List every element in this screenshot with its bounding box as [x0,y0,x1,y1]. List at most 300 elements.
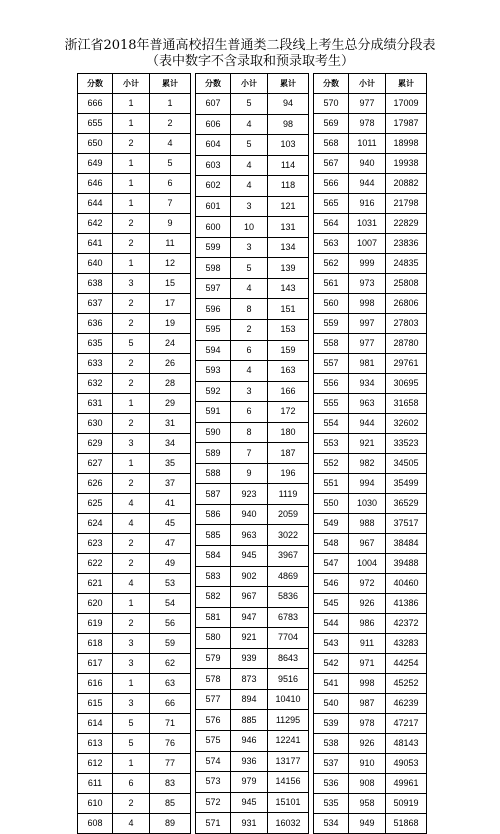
cell-cumulative: 94 [268,94,309,115]
cell-subtotal: 946 [231,730,268,751]
header-score: 分数 [196,74,231,94]
cell-subtotal: 977 [349,94,386,114]
cell-score: 636 [78,314,113,334]
cell-cumulative: 187 [268,443,309,464]
cell-cumulative: 46239 [386,694,427,714]
cell-score: 558 [314,334,349,354]
cell-subtotal: 8 [231,299,268,320]
cell-cumulative: 45252 [386,674,427,694]
table-row [196,607,309,628]
table-row [196,196,309,217]
cell-score: 559 [314,314,349,334]
cell-cumulative: 9516 [268,669,309,690]
cell-subtotal: 3 [113,654,150,674]
cell-cumulative: 37 [150,474,191,494]
cell-cumulative: 35499 [386,474,427,494]
cell-score: 584 [196,546,231,567]
cell-score: 641 [78,234,113,254]
cell-subtotal: 967 [231,587,268,608]
table-row [314,654,427,674]
cell-cumulative: 53 [150,574,191,594]
cell-cumulative: 28780 [386,334,427,354]
table-row [314,634,427,654]
cell-cumulative: 166 [268,381,309,402]
header-subtotal: 小计 [349,74,386,94]
table-row [78,314,191,334]
cell-subtotal: 2 [113,214,150,234]
cell-subtotal: 2 [113,234,150,254]
cell-score: 582 [196,587,231,608]
cell-subtotal: 981 [349,354,386,374]
cell-cumulative: 41386 [386,594,427,614]
table-row [78,574,191,594]
table-row [196,546,309,567]
cell-score: 577 [196,689,231,710]
table-row [78,494,191,514]
cell-score: 592 [196,381,231,402]
table-row [314,354,427,374]
cell-score: 542 [314,654,349,674]
score-table-1 [77,73,191,834]
cell-subtotal: 885 [231,710,268,731]
table-row [78,194,191,214]
cell-subtotal: 4 [113,814,150,834]
cell-cumulative: 34 [150,434,191,454]
cell-subtotal: 4 [113,574,150,594]
cell-subtotal: 1 [113,194,150,214]
cell-cumulative: 47217 [386,714,427,734]
cell-subtotal: 908 [349,774,386,794]
cell-score: 567 [314,154,349,174]
cell-subtotal: 1030 [349,494,386,514]
cell-subtotal: 1 [113,754,150,774]
cell-subtotal: 1007 [349,234,386,254]
cell-subtotal: 982 [349,454,386,474]
cell-score: 621 [78,574,113,594]
cell-subtotal: 971 [349,654,386,674]
cell-cumulative: 172 [268,402,309,423]
cell-subtotal: 945 [231,546,268,567]
table-row [196,504,309,525]
table-row [196,751,309,772]
table-row [78,174,191,194]
cell-score: 638 [78,274,113,294]
cell-score: 545 [314,594,349,614]
cell-subtotal: 894 [231,689,268,710]
table-row [314,214,427,234]
table-row [78,434,191,454]
cell-cumulative: 5 [150,154,191,174]
cell-score: 598 [196,258,231,279]
table-row [314,374,427,394]
cell-cumulative: 7704 [268,628,309,649]
cell-score: 578 [196,669,231,690]
cell-subtotal: 979 [231,772,268,793]
cell-score: 644 [78,194,113,214]
cell-subtotal: 873 [231,669,268,690]
cell-subtotal: 944 [349,414,386,434]
cell-score: 618 [78,634,113,654]
cell-score: 612 [78,754,113,774]
cell-subtotal: 3 [113,434,150,454]
table-row [78,394,191,414]
cell-cumulative: 71 [150,714,191,734]
cell-subtotal: 994 [349,474,386,494]
cell-cumulative: 14156 [268,772,309,793]
document-subtitle: （表中数字不含录取和预录取考生） [145,54,354,69]
cell-score: 566 [314,174,349,194]
cell-cumulative: 2 [150,114,191,134]
cell-subtotal: 967 [349,534,386,554]
cell-score: 536 [314,774,349,794]
cell-cumulative: 13177 [268,751,309,772]
cell-subtotal: 939 [231,648,268,669]
cell-cumulative: 36529 [386,494,427,514]
cell-subtotal: 5 [113,734,150,754]
cell-score: 601 [196,196,231,217]
cell-cumulative: 47 [150,534,191,554]
cell-subtotal: 910 [349,754,386,774]
cell-cumulative: 63 [150,674,191,694]
cell-cumulative: 89 [150,814,191,834]
cell-cumulative: 37517 [386,514,427,534]
cell-score: 553 [314,434,349,454]
cell-cumulative: 143 [268,278,309,299]
cell-subtotal: 2 [113,554,150,574]
cell-subtotal: 4 [231,176,268,197]
table-row [78,514,191,534]
cell-score: 595 [196,320,231,341]
cell-cumulative: 38484 [386,534,427,554]
table-row [196,422,309,443]
cell-subtotal: 999 [349,254,386,274]
cell-score: 556 [314,374,349,394]
table-row [314,774,427,794]
cell-subtotal: 6 [113,774,150,794]
cell-subtotal: 2 [113,794,150,814]
cell-subtotal: 997 [349,314,386,334]
table-row [196,669,309,690]
table-row [314,534,427,554]
cell-cumulative: 20882 [386,174,427,194]
cell-cumulative: 3967 [268,546,309,567]
cell-score: 590 [196,422,231,443]
cell-cumulative: 17009 [386,94,427,114]
cell-score: 575 [196,730,231,751]
table-row [314,494,427,514]
cell-score: 650 [78,134,113,154]
cell-subtotal: 2 [113,314,150,334]
table-header-row [314,74,427,94]
cell-score: 655 [78,114,113,134]
cell-cumulative: 24 [150,334,191,354]
cell-subtotal: 936 [231,751,268,772]
table-row [314,454,427,474]
cell-subtotal: 6 [231,402,268,423]
cell-score: 569 [314,114,349,134]
cell-score: 597 [196,278,231,299]
cell-score: 591 [196,402,231,423]
cell-subtotal: 1031 [349,214,386,234]
table-row [78,794,191,814]
cell-score: 593 [196,361,231,382]
score-tables [77,73,427,834]
table-row [314,794,427,814]
cell-score: 642 [78,214,113,234]
cell-subtotal: 977 [349,334,386,354]
table-row [314,814,427,834]
cell-subtotal: 931 [231,813,268,834]
header-score: 分数 [314,74,349,94]
cell-subtotal: 963 [349,394,386,414]
cell-cumulative: 1 [150,94,191,114]
cell-cumulative: 76 [150,734,191,754]
cell-score: 546 [314,574,349,594]
table-row [314,254,427,274]
cell-subtotal: 4 [113,494,150,514]
cell-score: 604 [196,135,231,156]
cell-score: 626 [78,474,113,494]
cell-score: 548 [314,534,349,554]
cell-cumulative: 15101 [268,792,309,813]
cell-subtotal: 1 [113,174,150,194]
header-cumulative: 累计 [268,74,309,94]
cell-score: 572 [196,792,231,813]
cell-score: 543 [314,634,349,654]
cell-cumulative: 15 [150,274,191,294]
table-row [196,566,309,587]
table-row [314,154,427,174]
cell-subtotal: 973 [349,274,386,294]
cell-cumulative: 114 [268,155,309,176]
cell-subtotal: 902 [231,566,268,587]
cell-subtotal: 10 [231,217,268,238]
header-subtotal: 小计 [113,74,150,94]
table-row [78,594,191,614]
cell-score: 635 [78,334,113,354]
table-row [314,434,427,454]
table-row [196,217,309,238]
table-row [314,134,427,154]
cell-subtotal: 1 [113,454,150,474]
cell-cumulative: 5836 [268,587,309,608]
cell-score: 599 [196,237,231,258]
table-row [78,234,191,254]
cell-score: 630 [78,414,113,434]
cell-cumulative: 139 [268,258,309,279]
table-row [314,414,427,434]
table-row [314,594,427,614]
cell-subtotal: 986 [349,614,386,634]
cell-cumulative: 49053 [386,754,427,774]
table-row [196,155,309,176]
header-subtotal: 小计 [231,74,268,94]
table-row [78,714,191,734]
cell-score: 606 [196,114,231,135]
cell-score: 561 [314,274,349,294]
cell-subtotal: 1 [113,254,150,274]
table-row [78,634,191,654]
cell-subtotal: 1 [113,394,150,414]
cell-score: 557 [314,354,349,374]
cell-cumulative: 32602 [386,414,427,434]
cell-cumulative: 48143 [386,734,427,754]
table-row [196,176,309,197]
cell-score: 564 [314,214,349,234]
table-row [196,730,309,751]
cell-subtotal: 3 [113,274,150,294]
cell-subtotal: 978 [349,714,386,734]
cell-subtotal: 2 [113,134,150,154]
table-row [196,792,309,813]
cell-subtotal: 2 [113,374,150,394]
cell-cumulative: 12241 [268,730,309,751]
table-row [78,374,191,394]
cell-cumulative: 4869 [268,566,309,587]
table-row [196,381,309,402]
cell-subtotal: 2 [113,294,150,314]
cell-cumulative: 151 [268,299,309,320]
cell-score: 616 [78,674,113,694]
cell-subtotal: 1 [113,154,150,174]
table-row [78,534,191,554]
cell-subtotal: 949 [349,814,386,834]
table-row [314,334,427,354]
cell-score: 565 [314,194,349,214]
cell-score: 610 [78,794,113,814]
cell-cumulative: 31 [150,414,191,434]
cell-cumulative: 39488 [386,554,427,574]
cell-score: 549 [314,514,349,534]
cell-cumulative: 31658 [386,394,427,414]
cell-score: 568 [314,134,349,154]
cell-cumulative: 17987 [386,114,427,134]
cell-cumulative: 50919 [386,794,427,814]
table-row [78,134,191,154]
cell-subtotal: 2 [113,354,150,374]
table-row [314,674,427,694]
cell-subtotal: 1 [113,674,150,694]
cell-score: 629 [78,434,113,454]
cell-subtotal: 5 [231,135,268,156]
cell-score: 540 [314,694,349,714]
cell-subtotal: 4 [231,278,268,299]
score-table-2 [195,73,309,834]
cell-cumulative: 62 [150,654,191,674]
cell-score: 574 [196,751,231,772]
cell-subtotal: 923 [231,484,268,505]
cell-cumulative: 180 [268,422,309,443]
cell-cumulative: 66 [150,694,191,714]
table-row [78,694,191,714]
cell-subtotal: 972 [349,574,386,594]
cell-score: 581 [196,607,231,628]
table-row [196,813,309,834]
cell-cumulative: 121 [268,196,309,217]
cell-subtotal: 2 [113,474,150,494]
table-row [196,710,309,731]
table-row [196,278,309,299]
cell-cumulative: 41 [150,494,191,514]
cell-cumulative: 131 [268,217,309,238]
cell-cumulative: 54 [150,594,191,614]
table-row [78,354,191,374]
cell-score: 633 [78,354,113,374]
cell-cumulative: 40460 [386,574,427,594]
cell-cumulative: 44254 [386,654,427,674]
cell-score: 552 [314,454,349,474]
cell-cumulative: 16032 [268,813,309,834]
cell-score: 586 [196,504,231,525]
table-row [196,361,309,382]
cell-score: 666 [78,94,113,114]
cell-subtotal: 4 [231,361,268,382]
cell-cumulative: 21798 [386,194,427,214]
table-row [196,587,309,608]
cell-subtotal: 5 [113,714,150,734]
cell-score: 649 [78,154,113,174]
cell-score: 573 [196,772,231,793]
cell-cumulative: 30695 [386,374,427,394]
table-row [196,525,309,546]
cell-score: 544 [314,614,349,634]
header-cumulative: 累计 [150,74,191,94]
table-row [78,414,191,434]
cell-subtotal: 921 [349,434,386,454]
cell-subtotal: 5 [231,94,268,115]
table-row [78,94,191,114]
cell-cumulative: 42372 [386,614,427,634]
table-row [78,674,191,694]
cell-cumulative: 19938 [386,154,427,174]
cell-cumulative: 153 [268,320,309,341]
cell-subtotal: 958 [349,794,386,814]
cell-score: 535 [314,794,349,814]
table-row [196,258,309,279]
table-row [78,474,191,494]
cell-score: 570 [314,94,349,114]
cell-score: 627 [78,454,113,474]
cell-cumulative: 33523 [386,434,427,454]
cell-subtotal: 978 [349,114,386,134]
cell-subtotal: 2 [113,534,150,554]
cell-score: 600 [196,217,231,238]
cell-score: 538 [314,734,349,754]
table-row [196,237,309,258]
cell-subtotal: 1 [113,94,150,114]
cell-cumulative: 85 [150,794,191,814]
cell-subtotal: 926 [349,734,386,754]
cell-subtotal: 945 [231,792,268,813]
cell-score: 541 [314,674,349,694]
cell-cumulative: 9 [150,214,191,234]
table-row [196,94,309,115]
cell-subtotal: 916 [349,194,386,214]
cell-cumulative: 45 [150,514,191,534]
cell-score: 614 [78,714,113,734]
cell-score: 615 [78,694,113,714]
table-row [314,694,427,714]
table-row [196,320,309,341]
cell-subtotal: 2 [113,414,150,434]
cell-score: 563 [314,234,349,254]
cell-subtotal: 998 [349,674,386,694]
cell-score: 623 [78,534,113,554]
table-row [314,574,427,594]
cell-score: 588 [196,463,231,484]
cell-subtotal: 1 [113,594,150,614]
cell-cumulative: 24835 [386,254,427,274]
